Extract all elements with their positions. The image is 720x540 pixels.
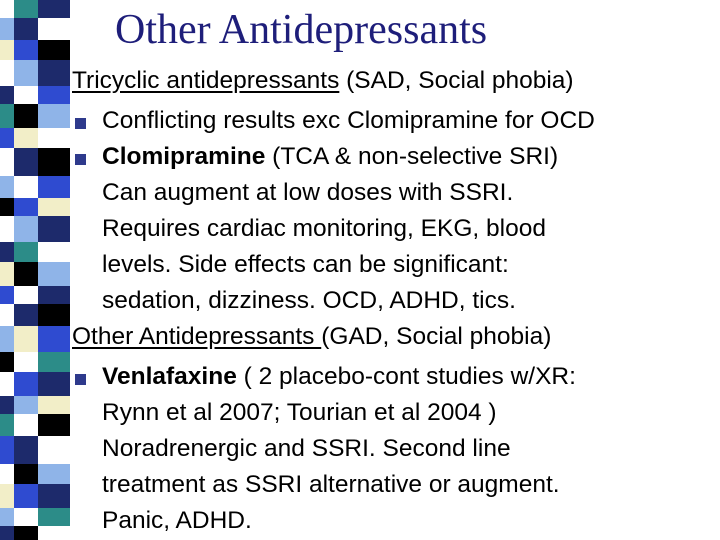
stripe-tile xyxy=(14,326,38,352)
stripe-tile xyxy=(38,0,70,18)
stripe-tile xyxy=(38,526,70,540)
stripe-tile xyxy=(14,148,38,176)
stripe-tile xyxy=(14,286,38,304)
stripe-tile xyxy=(14,262,38,286)
section1-bullet2-line3: Requires cardiac monitoring, EKG, blood xyxy=(102,215,546,242)
stripe-tile xyxy=(0,262,14,286)
stripe-tile xyxy=(14,396,38,414)
section1-bullet2-line5: sedation, dizziness. OCD, ADHD, tics. xyxy=(102,287,516,314)
stripe-tile xyxy=(14,414,38,436)
stripe-tile xyxy=(38,242,70,262)
section1-heading-line xyxy=(72,66,574,96)
slide-title: Other Antidepressants xyxy=(115,7,488,53)
stripe-tile xyxy=(14,242,38,262)
stripe-tile xyxy=(0,396,14,414)
section1-bullet2-line4: levels. Side effects can be significant: xyxy=(102,251,509,278)
stripe-tile xyxy=(0,508,14,526)
stripe-tile xyxy=(38,40,70,60)
section2-bullet1-line1 xyxy=(102,362,576,392)
stripe-tile xyxy=(38,352,70,372)
stripe-tile xyxy=(14,372,38,396)
stripe-tile xyxy=(38,60,70,86)
stripe-tile xyxy=(38,216,70,242)
stripe-tile xyxy=(14,40,38,60)
stripe-tile xyxy=(38,176,70,198)
decorative-stripe xyxy=(0,0,70,540)
stripe-tile xyxy=(38,414,70,436)
stripe-tile xyxy=(14,436,38,464)
stripe-tile xyxy=(14,508,38,526)
section2-bullet1-line3: Noradrenergic and SSRI. Second line xyxy=(102,435,511,462)
stripe-tile xyxy=(0,18,14,40)
stripe-tile xyxy=(0,372,14,396)
stripe-tile xyxy=(14,484,38,508)
stripe-tile xyxy=(0,242,14,262)
stripe-tile xyxy=(38,372,70,396)
stripe-tile xyxy=(0,464,14,484)
section2-heading: Other Antidepressants xyxy=(72,323,322,350)
stripe-tile xyxy=(0,60,14,86)
stripe-tile xyxy=(38,508,70,526)
stripe-tile xyxy=(14,176,38,198)
bullet-square-icon xyxy=(75,374,86,385)
section2-bullet1-line2: Rynn et al 2007; Tourian et al 2004 ) xyxy=(102,399,497,426)
stripe-tile xyxy=(38,128,70,148)
stripe-tile xyxy=(0,436,14,464)
section1-heading-suffix: (SAD, Social phobia) xyxy=(339,67,574,94)
stripe-tile xyxy=(0,0,14,18)
stripe-tile xyxy=(0,176,14,198)
section2-bullet1-line4: treatment as SSRI alternative or augment. xyxy=(102,471,560,498)
stripe-tile xyxy=(0,216,14,242)
stripe-tile xyxy=(38,464,70,484)
stripe-tile xyxy=(14,0,38,18)
section2-bullet1-rest: ( 2 placebo-cont studies w/XR: xyxy=(236,363,576,390)
stripe-tile xyxy=(0,414,14,436)
section1-bullet2-rest: (TCA & non-selective SRI) xyxy=(265,143,559,170)
stripe-tile xyxy=(14,104,38,128)
stripe-tile xyxy=(38,86,70,104)
section1-heading: Tricyclic antidepressants xyxy=(72,67,340,94)
stripe-tile xyxy=(0,104,14,128)
stripe-tile xyxy=(38,148,70,176)
stripe-tile xyxy=(0,128,14,148)
section2-heading-line xyxy=(72,322,551,352)
stripe-tile xyxy=(14,198,38,216)
stripe-tile xyxy=(14,304,38,326)
stripe-tile xyxy=(38,262,70,286)
stripe-tile xyxy=(38,304,70,326)
stripe-tile xyxy=(14,60,38,86)
stripe-tile xyxy=(14,526,38,540)
stripe-tile xyxy=(0,86,14,104)
section1-bullet2-line1 xyxy=(102,142,558,172)
stripe-tile xyxy=(14,464,38,484)
stripe-tile xyxy=(38,396,70,414)
venlafaxine-term: Venlafaxine xyxy=(102,363,237,390)
stripe-tile xyxy=(0,526,14,540)
stripe-tile xyxy=(14,216,38,242)
stripe-tile xyxy=(14,86,38,104)
stripe-tile xyxy=(38,198,70,216)
bullet-square-icon xyxy=(75,118,86,129)
stripe-tile xyxy=(38,286,70,304)
stripe-tile xyxy=(0,352,14,372)
clomipramine-term: Clomipramine xyxy=(102,143,266,170)
stripe-tile xyxy=(14,352,38,372)
stripe-tile xyxy=(38,484,70,508)
stripe-tile xyxy=(14,18,38,40)
stripe-tile xyxy=(0,304,14,326)
stripe-tile xyxy=(38,326,70,352)
stripe-tile xyxy=(0,198,14,216)
stripe-tile xyxy=(0,484,14,508)
stripe-tile xyxy=(38,104,70,128)
stripe-tile xyxy=(38,18,70,40)
stripe-tile xyxy=(0,286,14,304)
section1-bullet1: Conflicting results exc Clomipramine for OCD xyxy=(102,107,595,134)
stripe-tile xyxy=(38,436,70,464)
stripe-tile xyxy=(0,148,14,176)
section1-bullet2-line2: Can augment at low doses with SSRI. xyxy=(102,179,514,206)
bullet-square-icon xyxy=(75,154,86,165)
section2-bullet1-line5: Panic, ADHD. xyxy=(102,507,252,534)
stripe-tile xyxy=(0,40,14,60)
section2-heading-suffix: (GAD, Social phobia) xyxy=(321,323,552,350)
stripe-tile xyxy=(14,128,38,148)
stripe-tile xyxy=(0,326,14,352)
